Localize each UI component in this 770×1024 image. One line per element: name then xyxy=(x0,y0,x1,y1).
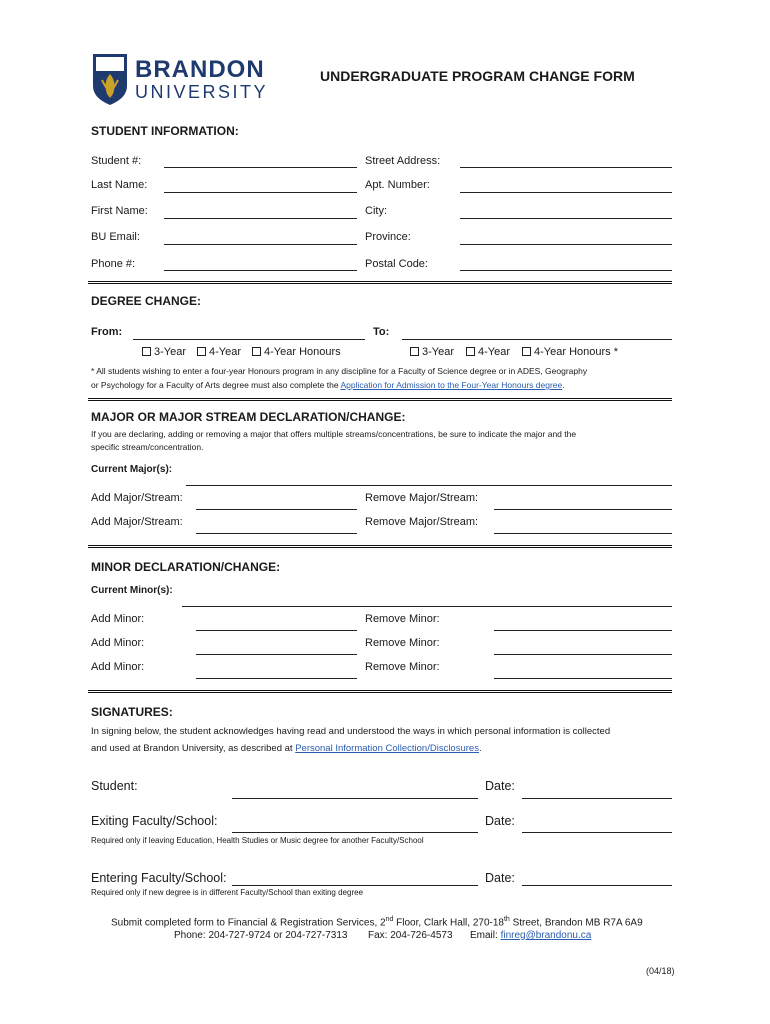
university-logo xyxy=(91,52,271,108)
postal-code-field[interactable] xyxy=(460,270,672,271)
section-divider xyxy=(88,281,672,284)
last-name-field[interactable] xyxy=(164,192,357,193)
remove-minor-field[interactable] xyxy=(494,630,672,631)
exiting-faculty-label: Exiting Faculty/School: xyxy=(91,814,218,828)
section-divider xyxy=(88,398,672,401)
footer-fax: Fax: 204-726-4573 xyxy=(368,930,453,941)
to-option-3year[interactable]: 3-Year xyxy=(410,346,454,358)
exiting-faculty-field[interactable] xyxy=(232,832,478,833)
from-option-4year[interactable]: 4-Year xyxy=(197,346,241,358)
entering-faculty-field[interactable] xyxy=(232,885,478,886)
signatures-text-line1: In signing below, the student acknowledges having read and understood the ways in which personal information is collected xyxy=(91,726,611,737)
checkbox[interactable] xyxy=(522,347,531,356)
postal-code-label: Postal Code: xyxy=(365,258,428,270)
entering-date-field[interactable] xyxy=(522,885,672,886)
student-signature-label: Student: xyxy=(91,779,138,793)
logo-line1: BRANDON xyxy=(135,56,265,83)
remove-minor-field[interactable] xyxy=(494,654,672,655)
street-address-label: Street Address: xyxy=(365,155,441,167)
checkbox[interactable] xyxy=(252,347,261,356)
logo-line2: UNIVERSITY xyxy=(135,82,269,102)
remove-major-label: Remove Major/Stream: xyxy=(365,492,479,504)
entering-date-label: Date: xyxy=(485,871,515,885)
student-number-label: Student #: xyxy=(91,155,142,167)
apt-number-field[interactable] xyxy=(460,192,672,193)
add-major-field[interactable] xyxy=(196,509,357,510)
city-label: City: xyxy=(365,205,387,217)
submit-instructions: Submit completed form to Financial & Registration Services, 2nd Floor, Clark Hall, 270-18th Street, Brandon MB R7A 6A9 xyxy=(111,916,643,929)
degree-to-field[interactable] xyxy=(402,339,672,340)
exiting-faculty-note: Required only if leaving Education, Health Studies or Music degree for another Faculty/School xyxy=(91,836,424,845)
section-divider xyxy=(88,545,672,548)
add-major-label: Add Major/Stream: xyxy=(91,516,183,528)
major-heading: MAJOR OR MAJOR STREAM DECLARATION/CHANGE: xyxy=(91,410,406,424)
from-option-honours[interactable]: 4-Year Honours xyxy=(252,346,341,358)
student-signature-field[interactable] xyxy=(232,798,478,799)
city-field[interactable] xyxy=(460,218,672,219)
student-number-field[interactable] xyxy=(164,167,357,168)
remove-minor-label: Remove Minor: xyxy=(365,613,440,625)
section-divider xyxy=(88,690,672,693)
current-minor-label: Current Minor(s): xyxy=(91,585,173,596)
add-minor-label: Add Minor: xyxy=(91,613,145,625)
to-option-4year[interactable]: 4-Year xyxy=(466,346,510,358)
honours-application-link[interactable]: Application for Admission to the Four-Year Honours degree xyxy=(340,380,563,390)
remove-major-field[interactable] xyxy=(494,509,672,510)
current-minor-field[interactable] xyxy=(182,606,672,607)
apt-number-label: Apt. Number: xyxy=(365,179,430,191)
add-major-field[interactable] xyxy=(196,533,357,534)
student-date-field[interactable] xyxy=(522,798,672,799)
add-minor-field[interactable] xyxy=(196,654,357,655)
form-version: (04/18) xyxy=(646,966,675,976)
major-note-line1: If you are declaring, adding or removing a major that offers multiple streams/concentrations, be sure to indicate the major and the xyxy=(91,429,577,439)
remove-major-label: Remove Major/Stream: xyxy=(365,516,479,528)
email-link[interactable]: finreg@brandonu.ca xyxy=(500,930,592,941)
entering-faculty-label: Entering Faculty/School: xyxy=(91,871,227,885)
add-minor-field[interactable] xyxy=(196,630,357,631)
add-minor-label: Add Minor: xyxy=(91,661,145,673)
phone-field[interactable] xyxy=(164,270,357,271)
major-note-line2: specific stream/concentration. xyxy=(91,442,204,452)
checkbox[interactable] xyxy=(197,347,206,356)
footer-phone: Phone: 204-727-9724 or 204-727-7313 xyxy=(174,930,348,941)
entering-faculty-note: Required only if new degree is in different Faculty/School than exiting degree xyxy=(91,888,364,897)
signatures-text-line2: and used at Brandon University, as described at Personal Information Collection/Disclosures. xyxy=(91,743,482,754)
add-major-label: Add Major/Stream: xyxy=(91,492,183,504)
first-name-label: First Name: xyxy=(91,205,148,217)
current-major-field[interactable] xyxy=(186,485,672,486)
honours-note-line2: or Psychology for a Faculty of Arts degree must also complete the Application for Admission to the Four-Year Honours degree. xyxy=(91,380,565,390)
province-field[interactable] xyxy=(460,244,672,245)
minor-heading: MINOR DECLARATION/CHANGE: xyxy=(91,560,281,574)
to-option-honours[interactable]: 4-Year Honours * xyxy=(522,346,618,358)
privacy-link[interactable]: Personal Information Collection/Disclosures xyxy=(295,743,479,754)
footer-email: Email: finreg@brandonu.ca xyxy=(470,930,592,941)
checkbox[interactable] xyxy=(142,347,151,356)
phone-label: Phone #: xyxy=(91,258,136,270)
add-minor-label: Add Minor: xyxy=(91,637,145,649)
bu-email-label: BU Email: xyxy=(91,231,140,243)
remove-minor-label: Remove Minor: xyxy=(365,637,440,649)
honours-note-line1: * All students wishing to enter a four-year Honours program in any discipline for a Faculty of Science degree or in ADES, Geography xyxy=(91,366,588,376)
student-date-label: Date: xyxy=(485,779,515,793)
student-info-heading: STUDENT INFORMATION: xyxy=(91,124,239,138)
from-option-3year[interactable]: 3-Year xyxy=(142,346,186,358)
form-title: UNDERGRADUATE PROGRAM CHANGE FORM xyxy=(320,68,635,84)
street-address-field[interactable] xyxy=(460,167,672,168)
add-minor-field[interactable] xyxy=(196,678,357,679)
province-label: Province: xyxy=(365,231,411,243)
degree-from-field[interactable] xyxy=(133,339,365,340)
first-name-field[interactable] xyxy=(164,218,357,219)
remove-minor-field[interactable] xyxy=(494,678,672,679)
degree-from-label: From: xyxy=(91,326,123,338)
degree-change-heading: DEGREE CHANGE: xyxy=(91,294,202,308)
checkbox[interactable] xyxy=(410,347,419,356)
exiting-date-label: Date: xyxy=(485,814,515,828)
checkbox[interactable] xyxy=(466,347,475,356)
remove-minor-label: Remove Minor: xyxy=(365,661,440,673)
exiting-date-field[interactable] xyxy=(522,832,672,833)
remove-major-field[interactable] xyxy=(494,533,672,534)
current-major-label: Current Major(s): xyxy=(91,464,173,475)
degree-to-label: To: xyxy=(373,326,390,338)
crest-icon xyxy=(91,52,129,106)
bu-email-field[interactable] xyxy=(164,244,357,245)
signatures-heading: SIGNATURES: xyxy=(91,705,173,719)
last-name-label: Last Name: xyxy=(91,179,148,191)
